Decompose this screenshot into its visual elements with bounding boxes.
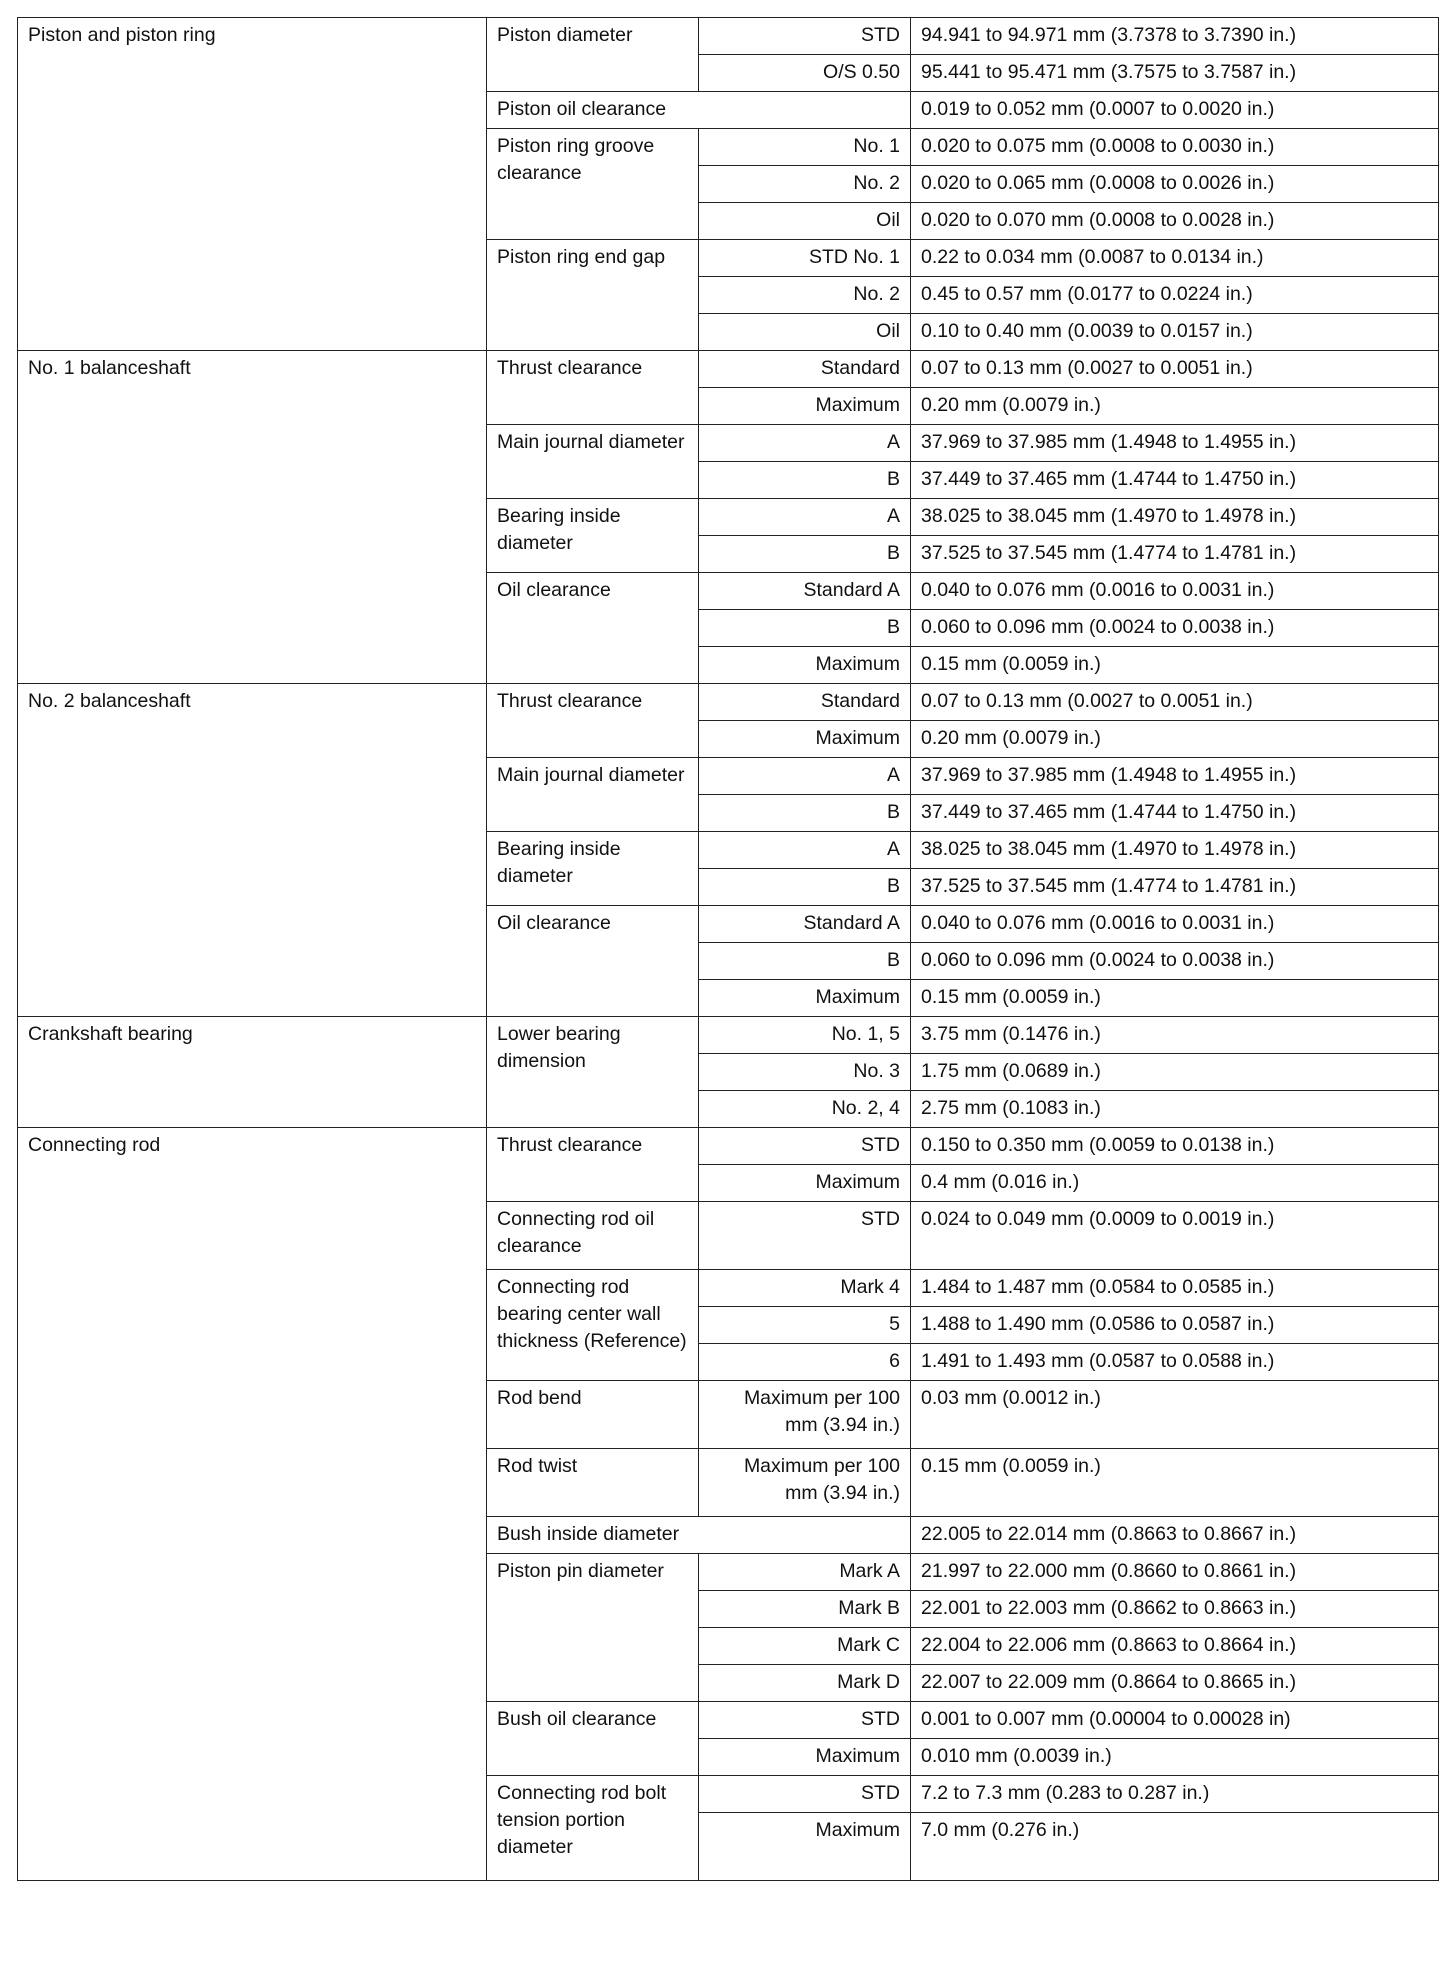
condition-cell: A — [699, 499, 911, 536]
condition-cell: A — [699, 425, 911, 462]
condition-cell: Mark A — [699, 1554, 911, 1591]
value-cell: 0.001 to 0.007 mm (0.00004 to 0.00028 in) — [911, 1702, 1439, 1739]
value-cell: 22.005 to 22.014 mm (0.8663 to 0.8667 in.) — [911, 1517, 1439, 1554]
condition-cell: Maximum per 100 mm (3.94 in.) — [699, 1381, 911, 1449]
value-cell: 2.75 mm (0.1083 in.) — [911, 1091, 1439, 1128]
value-cell: 3.75 mm (0.1476 in.) — [911, 1017, 1439, 1054]
value-cell: 0.07 to 0.13 mm (0.0027 to 0.0051 in.) — [911, 684, 1439, 721]
condition-cell: No. 3 — [699, 1054, 911, 1091]
item-cell: Bearing inside diameter — [487, 832, 699, 906]
condition-cell: B — [699, 462, 911, 499]
value-cell: 94.941 to 94.971 mm (3.7378 to 3.7390 in.) — [911, 18, 1439, 55]
item-cell: Oil clearance — [487, 906, 699, 1017]
condition-cell: A — [699, 758, 911, 795]
value-cell: 1.488 to 1.490 mm (0.0586 to 0.0587 in.) — [911, 1307, 1439, 1344]
component-cell: Crankshaft bearing — [18, 1017, 487, 1128]
value-cell: 0.020 to 0.070 mm (0.0008 to 0.0028 in.) — [911, 203, 1439, 240]
condition-cell: B — [699, 869, 911, 906]
value-cell: 0.22 to 0.034 mm (0.0087 to 0.0134 in.) — [911, 240, 1439, 277]
item-cell: Bush oil clearance — [487, 1702, 699, 1776]
value-cell: 95.441 to 95.471 mm (3.7575 to 3.7587 in.) — [911, 55, 1439, 92]
component-cell: Piston and piston ring — [18, 18, 487, 351]
condition-cell: Mark D — [699, 1665, 911, 1702]
condition-cell: Maximum — [699, 647, 911, 684]
condition-cell: No. 2 — [699, 277, 911, 314]
item-cell: Connecting rod oil clearance — [487, 1202, 699, 1270]
value-cell: 0.019 to 0.052 mm (0.0007 to 0.0020 in.) — [911, 92, 1439, 129]
specification-table-body — [18, 18, 1439, 1881]
condition-cell: Standard — [699, 684, 911, 721]
condition-cell: B — [699, 943, 911, 980]
condition-cell: Maximum — [699, 388, 911, 425]
value-cell: 0.07 to 0.13 mm (0.0027 to 0.0051 in.) — [911, 351, 1439, 388]
condition-cell: O/S 0.50 — [699, 55, 911, 92]
value-cell: 38.025 to 38.045 mm (1.4970 to 1.4978 in.) — [911, 499, 1439, 536]
condition-cell: Standard A — [699, 573, 911, 610]
value-cell: 0.10 to 0.40 mm (0.0039 to 0.0157 in.) — [911, 314, 1439, 351]
condition-cell: No. 1, 5 — [699, 1017, 911, 1054]
value-cell: 0.03 mm (0.0012 in.) — [911, 1381, 1439, 1449]
item-cell: Thrust clearance — [487, 351, 699, 425]
condition-cell: Maximum — [699, 980, 911, 1017]
condition-cell: Maximum per 100 mm (3.94 in.) — [699, 1449, 911, 1517]
component-cell: Connecting rod — [18, 1128, 487, 1881]
condition-cell: B — [699, 610, 911, 647]
value-cell: 0.20 mm (0.0079 in.) — [911, 721, 1439, 758]
item-cell: Connecting rod bearing center wall thickness (Reference) — [487, 1270, 699, 1381]
value-cell: 7.2 to 7.3 mm (0.283 to 0.287 in.) — [911, 1776, 1439, 1813]
condition-cell: STD — [699, 1128, 911, 1165]
condition-cell: STD — [699, 1776, 911, 1813]
item-cell: Main journal diameter — [487, 425, 699, 499]
value-cell: 0.4 mm (0.016 in.) — [911, 1165, 1439, 1202]
item-cell: Piston diameter — [487, 18, 699, 92]
item-cell: Bush inside diameter — [487, 1517, 911, 1554]
condition-cell: Oil — [699, 314, 911, 351]
item-cell: Thrust clearance — [487, 1128, 699, 1202]
table-row — [18, 1128, 1439, 1165]
value-cell: 37.969 to 37.985 mm (1.4948 to 1.4955 in.) — [911, 758, 1439, 795]
condition-cell: Maximum — [699, 1813, 911, 1881]
item-cell: Piston ring groove clearance — [487, 129, 699, 240]
condition-cell: Maximum — [699, 1739, 911, 1776]
value-cell: 37.449 to 37.465 mm (1.4744 to 1.4750 in.) — [911, 462, 1439, 499]
value-cell: 37.525 to 37.545 mm (1.4774 to 1.4781 in.) — [911, 869, 1439, 906]
value-cell: 0.060 to 0.096 mm (0.0024 to 0.0038 in.) — [911, 610, 1439, 647]
component-cell: No. 1 balanceshaft — [18, 351, 487, 684]
item-cell: Connecting rod bolt tension portion diameter — [487, 1776, 699, 1881]
table-row — [18, 684, 1439, 721]
value-cell: 21.997 to 22.000 mm (0.8660 to 0.8661 in.) — [911, 1554, 1439, 1591]
item-cell: Rod twist — [487, 1449, 699, 1517]
value-cell: 37.525 to 37.545 mm (1.4774 to 1.4781 in.) — [911, 536, 1439, 573]
item-cell: Piston ring end gap — [487, 240, 699, 351]
condition-cell: No. 2, 4 — [699, 1091, 911, 1128]
value-cell: 7.0 mm (0.276 in.) — [911, 1813, 1439, 1881]
condition-cell: STD No. 1 — [699, 240, 911, 277]
specification-table — [17, 17, 1439, 1881]
condition-cell: Standard — [699, 351, 911, 388]
value-cell: 0.020 to 0.065 mm (0.0008 to 0.0026 in.) — [911, 166, 1439, 203]
condition-cell: Maximum — [699, 721, 911, 758]
condition-cell: Mark B — [699, 1591, 911, 1628]
value-cell: 0.20 mm (0.0079 in.) — [911, 388, 1439, 425]
component-cell: No. 2 balanceshaft — [18, 684, 487, 1017]
value-cell: 38.025 to 38.045 mm (1.4970 to 1.4978 in.) — [911, 832, 1439, 869]
condition-cell: 6 — [699, 1344, 911, 1381]
value-cell: 22.004 to 22.006 mm (0.8663 to 0.8664 in.) — [911, 1628, 1439, 1665]
condition-cell: A — [699, 832, 911, 869]
item-cell: Main journal diameter — [487, 758, 699, 832]
condition-cell: Standard A — [699, 906, 911, 943]
value-cell: 0.15 mm (0.0059 in.) — [911, 1449, 1439, 1517]
value-cell: 1.484 to 1.487 mm (0.0584 to 0.0585 in.) — [911, 1270, 1439, 1307]
condition-cell: Oil — [699, 203, 911, 240]
value-cell: 37.969 to 37.985 mm (1.4948 to 1.4955 in.) — [911, 425, 1439, 462]
condition-cell: STD — [699, 1702, 911, 1739]
table-row — [18, 1017, 1439, 1054]
condition-cell: 5 — [699, 1307, 911, 1344]
item-cell: Thrust clearance — [487, 684, 699, 758]
condition-cell: STD — [699, 18, 911, 55]
table-row — [18, 351, 1439, 388]
condition-cell: No. 2 — [699, 166, 911, 203]
condition-cell: Maximum — [699, 1165, 911, 1202]
condition-cell: Mark C — [699, 1628, 911, 1665]
value-cell: 37.449 to 37.465 mm (1.4744 to 1.4750 in.) — [911, 795, 1439, 832]
value-cell: 1.491 to 1.493 mm (0.0587 to 0.0588 in.) — [911, 1344, 1439, 1381]
value-cell: 0.060 to 0.096 mm (0.0024 to 0.0038 in.) — [911, 943, 1439, 980]
item-cell: Piston pin diameter — [487, 1554, 699, 1702]
value-cell: 0.15 mm (0.0059 in.) — [911, 647, 1439, 684]
value-cell: 0.040 to 0.076 mm (0.0016 to 0.0031 in.) — [911, 906, 1439, 943]
item-cell: Bearing inside diameter — [487, 499, 699, 573]
item-cell: Rod bend — [487, 1381, 699, 1449]
value-cell: 22.007 to 22.009 mm (0.8664 to 0.8665 in.) — [911, 1665, 1439, 1702]
value-cell: 22.001 to 22.003 mm (0.8662 to 0.8663 in.) — [911, 1591, 1439, 1628]
item-cell: Piston oil clearance — [487, 92, 911, 129]
value-cell: 1.75 mm (0.0689 in.) — [911, 1054, 1439, 1091]
item-cell: Oil clearance — [487, 573, 699, 684]
value-cell: 0.040 to 0.076 mm (0.0016 to 0.0031 in.) — [911, 573, 1439, 610]
condition-cell: No. 1 — [699, 129, 911, 166]
condition-cell: STD — [699, 1202, 911, 1270]
value-cell: 0.024 to 0.049 mm (0.0009 to 0.0019 in.) — [911, 1202, 1439, 1270]
value-cell: 0.010 mm (0.0039 in.) — [911, 1739, 1439, 1776]
value-cell: 0.15 mm (0.0059 in.) — [911, 980, 1439, 1017]
condition-cell: B — [699, 536, 911, 573]
value-cell: 0.150 to 0.350 mm (0.0059 to 0.0138 in.) — [911, 1128, 1439, 1165]
condition-cell: Mark 4 — [699, 1270, 911, 1307]
value-cell: 0.45 to 0.57 mm (0.0177 to 0.0224 in.) — [911, 277, 1439, 314]
table-row — [18, 18, 1439, 55]
value-cell: 0.020 to 0.075 mm (0.0008 to 0.0030 in.) — [911, 129, 1439, 166]
condition-cell: B — [699, 795, 911, 832]
item-cell: Lower bearing dimension — [487, 1017, 699, 1128]
